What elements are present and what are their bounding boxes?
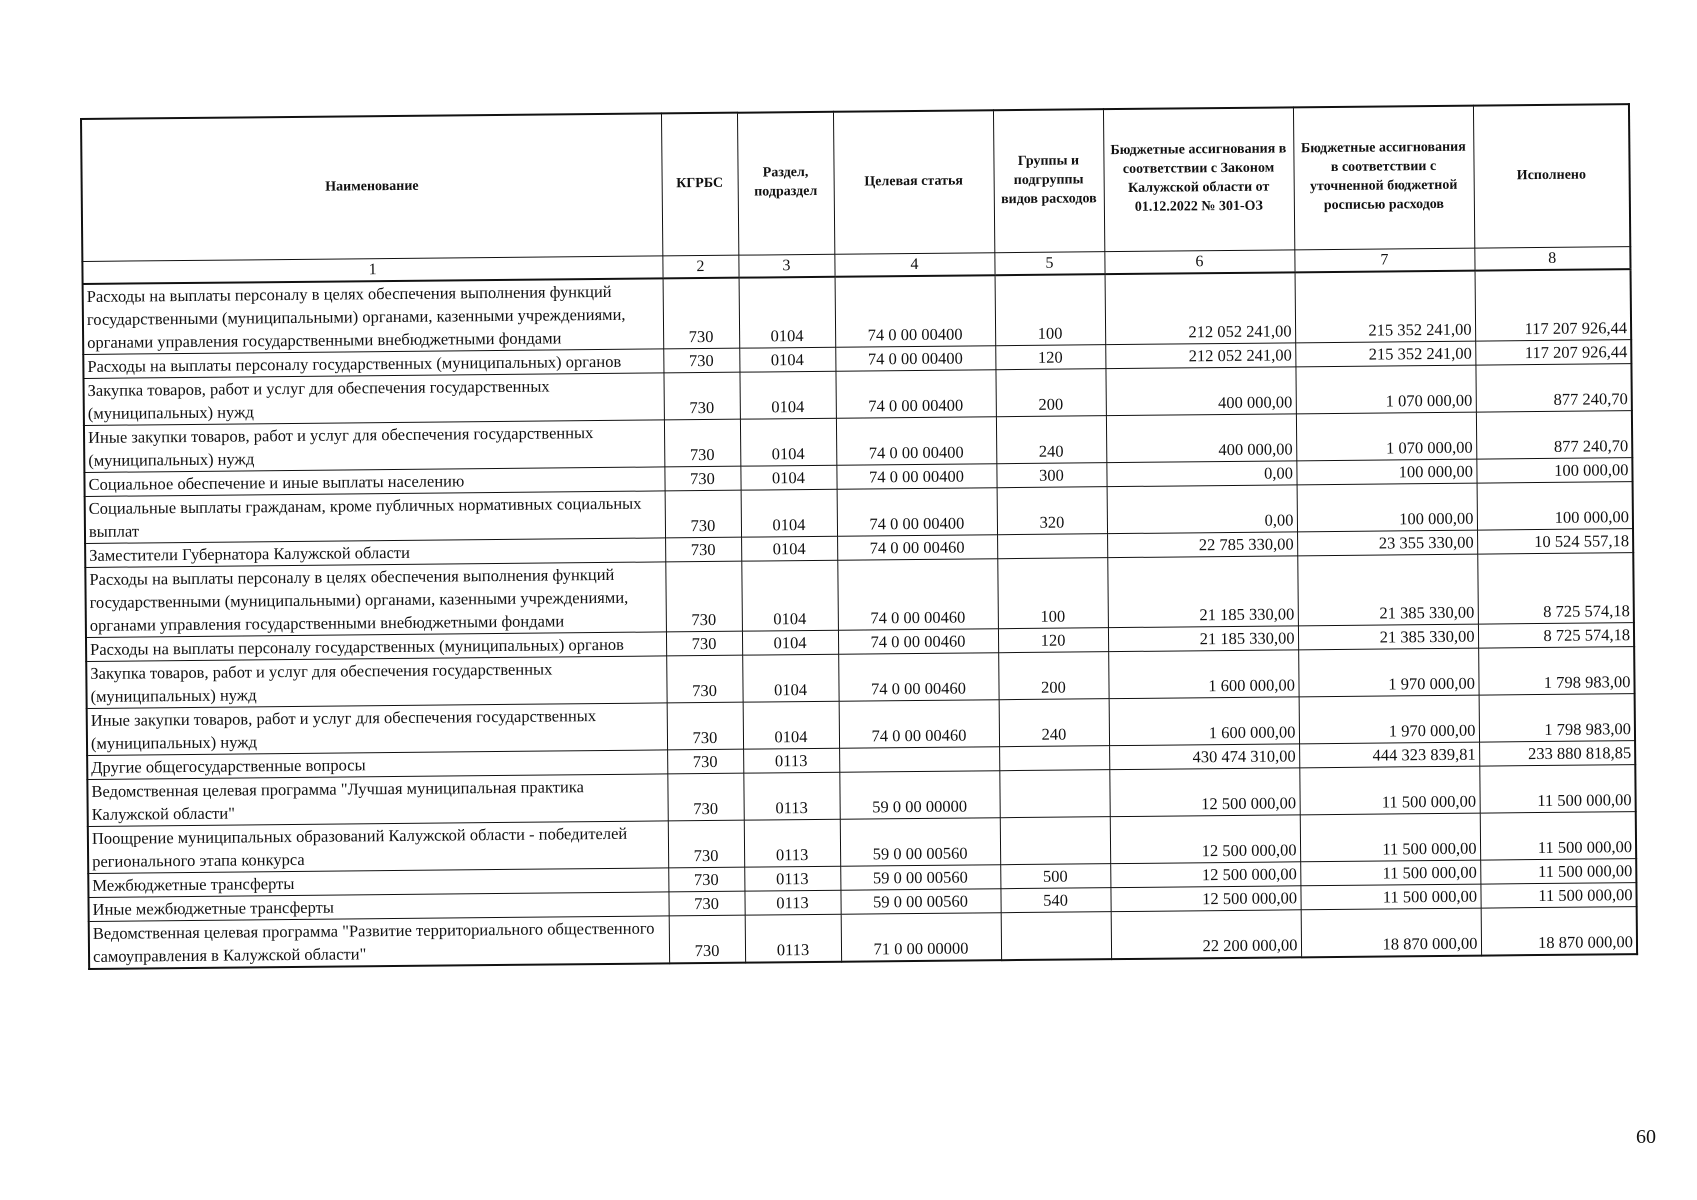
column-number: 5 [994, 251, 1104, 275]
row-law-amount: 212 052 241,00 [1105, 343, 1295, 369]
row-name: Другие общегосударственные вопросы [87, 750, 667, 780]
row-law-amount: 0,00 [1107, 485, 1297, 534]
row-section: 0104 [742, 654, 838, 702]
row-law-amount: 1 600 000,00 [1109, 697, 1299, 746]
row-name: Ведомственная целевая программа "Развитие территориального общественного самоуправления в Калужской области" [89, 916, 669, 969]
row-refined-amount: 11 500 000,00 [1300, 884, 1480, 910]
column-number: 7 [1294, 248, 1474, 273]
row-executed-amount: 877 240,70 [1476, 411, 1632, 459]
row-refined-amount: 100 000,00 [1296, 459, 1476, 485]
row-law-amount: 22 200 000,00 [1111, 910, 1301, 959]
row-executed-amount: 100 000,00 [1477, 482, 1633, 530]
row-target: 74 0 00 00460 [837, 559, 998, 631]
row-refined-amount: 1 970 000,00 [1299, 695, 1479, 744]
row-section: 0104 [739, 347, 835, 372]
row-name: Расходы на выплаты персоналу в целях обеспечения выполнения функций государственными (муниципальными) органами, казенными учреждениями, органами управления государственными внебюджетными фондами [85, 562, 666, 638]
row-name: Межбюджетные трансферты [88, 868, 668, 898]
row-target: 74 0 00 00460 [839, 700, 999, 749]
row-section: 0104 [739, 277, 836, 348]
row-refined-amount: 215 352 241,00 [1295, 341, 1475, 367]
column-number: 4 [834, 252, 994, 277]
row-law-amount: 400 000,00 [1105, 367, 1295, 416]
row-refined-amount: 18 870 000,00 [1301, 908, 1481, 957]
row-executed-amount: 11 500 000,00 [1479, 765, 1635, 813]
row-refined-amount: 21 385 330,00 [1297, 554, 1478, 626]
row-law-amount: 12 500 000,00 [1109, 768, 1299, 817]
row-name: Иные закупки товаров, работ и услуг для обеспечения государственных (муниципальных) нужд [87, 703, 667, 756]
row-kgrbs: 730 [667, 702, 743, 750]
row-name: Закупка товаров, работ и услуг для обеспечения государственных (муниципальных) нужд [86, 656, 666, 709]
row-target: 74 0 00 00400 [835, 370, 995, 419]
row-group: 120 [995, 345, 1105, 370]
row-refined-amount: 215 352 241,00 [1295, 271, 1476, 343]
header-kgrbs: КГРБС [661, 113, 738, 256]
row-section: 0113 [743, 748, 839, 773]
row-section: 0104 [741, 489, 837, 537]
budget-table [80, 103, 1638, 970]
column-number: 2 [662, 255, 738, 279]
row-name: Иные межбюджетные трансферты [88, 892, 668, 922]
row-refined-amount: 23 355 330,00 [1297, 530, 1477, 556]
row-group [1001, 912, 1111, 961]
row-law-amount: 21 185 330,00 [1108, 626, 1298, 652]
row-group: 500 [1000, 864, 1110, 889]
row-target: 74 0 00 00400 [837, 488, 997, 537]
row-law-amount: 12 500 000,00 [1110, 862, 1300, 888]
row-group: 100 [995, 274, 1106, 346]
header-refined: Бюджетные ассигнования в соответствии с уточненной бюджетной росписью расходов [1293, 106, 1474, 250]
row-name: Заместители Губернатора Калужской области [85, 538, 665, 568]
header-section: Раздел, подраздел [737, 112, 834, 255]
column-number: 1 [82, 255, 662, 284]
row-refined-amount: 444 323 839,81 [1299, 742, 1479, 768]
row-refined-amount: 1 070 000,00 [1295, 365, 1475, 414]
row-executed-amount: 117 207 926,44 [1475, 340, 1631, 365]
row-target: 74 0 00 00400 [835, 346, 995, 372]
row-name: Ведомственная целевая программа "Лучшая муниципальная практика Калужской области" [87, 774, 667, 827]
row-name: Социальное обеспечение и иные выплаты населению [84, 467, 664, 497]
row-name: Поощрение муниципальных образований Калужской области - победителей регионального этапа конкурса [88, 821, 668, 874]
header-executed: Исполнено [1473, 104, 1630, 247]
row-name: Расходы на выплаты персоналу государственных (муниципальных) органов [86, 632, 666, 662]
header-groups: Группы и подгруппы видов расходов [993, 109, 1104, 252]
row-executed-amount: 18 870 000,00 [1481, 907, 1637, 956]
row-target: 74 0 00 00400 [836, 464, 996, 490]
row-group: 120 [998, 628, 1108, 653]
row-law-amount: 0,00 [1106, 461, 1296, 487]
row-executed-amount: 11 500 000,00 [1480, 883, 1636, 908]
row-refined-amount: 11 500 000,00 [1300, 813, 1480, 862]
row-kgrbs: 730 [663, 278, 740, 349]
row-law-amount: 12 500 000,00 [1110, 815, 1300, 864]
row-refined-amount: 1 970 000,00 [1298, 648, 1478, 697]
row-group: 200 [995, 369, 1105, 417]
row-kgrbs: 730 [664, 419, 740, 467]
row-kgrbs: 730 [667, 773, 743, 821]
row-target: 74 0 00 00460 [838, 629, 998, 655]
row-law-amount: 1 600 000,00 [1108, 650, 1298, 699]
row-law-amount: 22 785 330,00 [1107, 532, 1297, 558]
column-number: 8 [1474, 246, 1630, 271]
row-group: 240 [999, 699, 1109, 747]
header-name: Наименование [81, 113, 662, 261]
table-header-row [81, 104, 1630, 261]
row-section: 0104 [740, 418, 836, 466]
page-number: 60 [1636, 1126, 1656, 1148]
row-kgrbs: 730 [668, 891, 744, 916]
row-name: Расходы на выплаты персоналу государственных (муниципальных) органов [83, 349, 663, 379]
row-section: 0104 [743, 701, 839, 749]
row-kgrbs: 730 [669, 915, 745, 963]
row-target [839, 747, 999, 773]
row-name: Иные закупки товаров, работ и услуг для обеспечения государственных (муниципальных) нужд [84, 420, 664, 473]
row-kgrbs: 730 [668, 820, 744, 868]
row-executed-amount: 233 880 818,85 [1479, 741, 1635, 766]
row-kgrbs: 730 [668, 867, 744, 892]
row-group: 240 [996, 416, 1106, 464]
row-kgrbs: 730 [666, 631, 742, 656]
row-group [1000, 817, 1110, 865]
row-section: 0113 [745, 914, 841, 962]
row-law-amount: 212 052 241,00 [1105, 272, 1296, 344]
row-kgrbs: 730 [665, 561, 742, 632]
header-law: Бюджетные ассигнования в соответствии с Законом Калужской области от 01.12.2022 № 301-ОЗ [1103, 107, 1294, 251]
row-section: 0104 [741, 536, 837, 561]
row-executed-amount: 11 500 000,00 [1480, 859, 1636, 884]
row-executed-amount: 100 000,00 [1476, 458, 1632, 483]
row-kgrbs: 730 [663, 348, 739, 373]
row-name: Закупка товаров, работ и услуг для обеспечения государственных (муниципальных) нужд [84, 373, 664, 426]
row-group: 100 [997, 558, 1108, 629]
row-law-amount: 400 000,00 [1106, 414, 1296, 463]
row-executed-amount: 1 798 983,00 [1479, 694, 1635, 742]
row-group [999, 746, 1109, 771]
column-number: 6 [1104, 249, 1294, 274]
row-executed-amount: 8 725 574,18 [1477, 553, 1634, 624]
row-target: 59 0 00 00000 [839, 771, 999, 820]
row-refined-amount: 100 000,00 [1297, 483, 1477, 532]
row-target: 71 0 00 00000 [841, 913, 1001, 962]
row-refined-amount: 11 500 000,00 [1300, 860, 1480, 886]
row-section: 0104 [740, 465, 836, 490]
row-group [999, 770, 1109, 818]
row-section: 0104 [742, 630, 838, 655]
row-section: 0104 [741, 560, 838, 631]
row-target: 74 0 00 00460 [837, 535, 997, 561]
row-executed-amount: 8 725 574,18 [1478, 623, 1634, 648]
row-target: 59 0 00 00560 [840, 865, 1000, 891]
row-refined-amount: 21 385 330,00 [1298, 624, 1478, 650]
row-group: 300 [996, 463, 1106, 488]
row-group: 540 [1000, 888, 1110, 913]
row-refined-amount: 11 500 000,00 [1299, 766, 1479, 815]
row-kgrbs: 730 [663, 372, 739, 420]
row-group: 200 [998, 652, 1108, 700]
row-group [997, 534, 1107, 559]
row-name: Расходы на выплаты персоналу в целях обеспечения выполнения функций государственными (муниципальными) органами, казенными учреждениями, органами управления государственными внебюджетными фондами [83, 279, 664, 355]
row-law-amount: 21 185 330,00 [1107, 556, 1298, 628]
row-executed-amount: 117 207 926,44 [1475, 269, 1632, 341]
row-target: 59 0 00 00560 [840, 818, 1000, 867]
row-section: 0113 [744, 819, 840, 867]
header-target: Целевая статья [833, 110, 994, 254]
row-refined-amount: 1 070 000,00 [1296, 412, 1476, 461]
row-executed-amount: 1 798 983,00 [1478, 647, 1634, 695]
row-section: 0113 [744, 890, 840, 915]
row-executed-amount: 877 240,70 [1475, 364, 1631, 412]
row-kgrbs: 730 [665, 537, 741, 562]
row-section: 0104 [739, 371, 835, 419]
row-name: Социальные выплаты гражданам, кроме публичных нормативных социальных выплат [85, 491, 665, 544]
budget-table-sheet [80, 103, 1636, 970]
row-kgrbs: 730 [667, 749, 743, 774]
row-section: 0113 [744, 866, 840, 891]
row-target: 74 0 00 00400 [835, 275, 996, 347]
row-law-amount: 430 474 310,00 [1109, 744, 1299, 770]
row-target: 74 0 00 00460 [838, 653, 998, 702]
row-law-amount: 12 500 000,00 [1110, 886, 1300, 912]
row-target: 59 0 00 00560 [840, 889, 1000, 915]
row-kgrbs: 730 [664, 466, 740, 491]
row-kgrbs: 730 [665, 490, 741, 538]
row-executed-amount: 10 524 557,18 [1477, 529, 1633, 554]
row-section: 0113 [743, 772, 839, 820]
row-target: 74 0 00 00400 [836, 417, 996, 466]
row-group: 320 [997, 487, 1107, 535]
row-executed-amount: 11 500 000,00 [1480, 812, 1636, 860]
column-number: 3 [738, 254, 834, 278]
row-kgrbs: 730 [666, 655, 742, 703]
